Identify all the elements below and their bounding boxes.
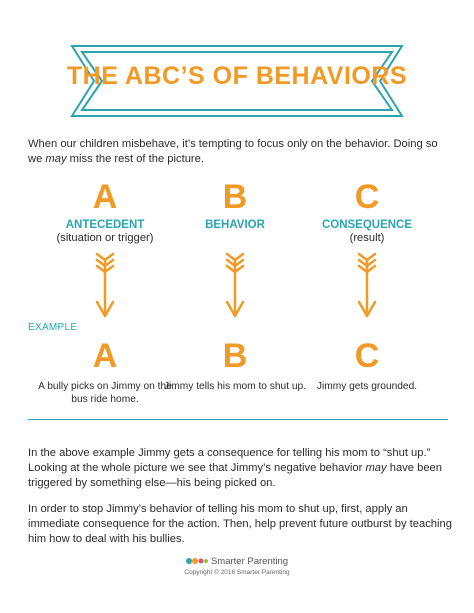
title-banner	[50, 40, 424, 122]
example-behavior	[160, 336, 310, 393]
column-consequence	[292, 177, 442, 244]
letter-c: C	[354, 178, 380, 216]
explanation-emphasis: may	[365, 462, 387, 474]
intro-text-2: miss the rest of the picture.	[66, 153, 204, 165]
explanation-text-1: In the above example Jimmy gets a consequence for telling his mom to “shut up.” Looking at the whole picture we see that Jimmy’s negative behavior	[28, 447, 431, 474]
example-antecedent-text: A bully picks on Jimmy on the bus ride home.	[38, 381, 172, 405]
term-antecedent: ANTECEDENT	[65, 219, 145, 231]
term-behavior: BEHAVIOR	[205, 219, 265, 231]
smarter-parenting-logo-icon	[186, 556, 208, 566]
intro-emphasis: may	[45, 153, 67, 165]
example-consequence	[292, 336, 442, 393]
advice-paragraph: In order to stop Jimmy’s behavior of telling his mom to shut up, first, apply an immediate consequence for the action. Then, help prevent future outburst by teaching him how to deal with his bullies.	[28, 503, 452, 545]
example-letter-c: C	[354, 337, 380, 375]
intro-paragraph	[28, 137, 448, 167]
letter-a: A	[92, 178, 118, 216]
explanation-text-2: have been triggered by something else—his being picked on.	[28, 462, 442, 489]
explanation-paragraph	[28, 446, 452, 491]
column-behavior	[160, 177, 310, 231]
example-behavior-text: Jimmy tells his mom to shut up.	[163, 381, 307, 392]
example-antecedent	[30, 336, 180, 406]
brand-name: Smarter Parenting	[210, 556, 289, 567]
page-title: THE ABC’S OF BEHAVIORS	[66, 62, 408, 90]
term-consequence-subtitle: (result)	[349, 232, 385, 244]
arrow-down-icon	[93, 250, 117, 322]
example-label: EXAMPLE	[28, 322, 78, 333]
intro-text-1: When our children misbehave, it’s tempting to focus only on the behavior. Doing so we	[28, 138, 438, 165]
arrow-down-icon	[355, 250, 379, 322]
letter-b: B	[222, 178, 248, 216]
divider	[28, 419, 448, 420]
arrow-down-icon	[223, 250, 247, 322]
footer	[0, 556, 474, 576]
copyright: Copyright © 2016 Smarter Parenting	[184, 569, 290, 576]
example-letter-a: A	[92, 337, 118, 375]
term-consequence: CONSEQUENCE	[321, 219, 413, 231]
brand	[0, 556, 474, 567]
example-consequence-text: Jimmy gets grounded.	[316, 381, 418, 392]
term-antecedent-subtitle: (situation or trigger)	[56, 232, 154, 244]
example-letter-b: B	[222, 337, 248, 375]
column-antecedent	[30, 177, 180, 244]
